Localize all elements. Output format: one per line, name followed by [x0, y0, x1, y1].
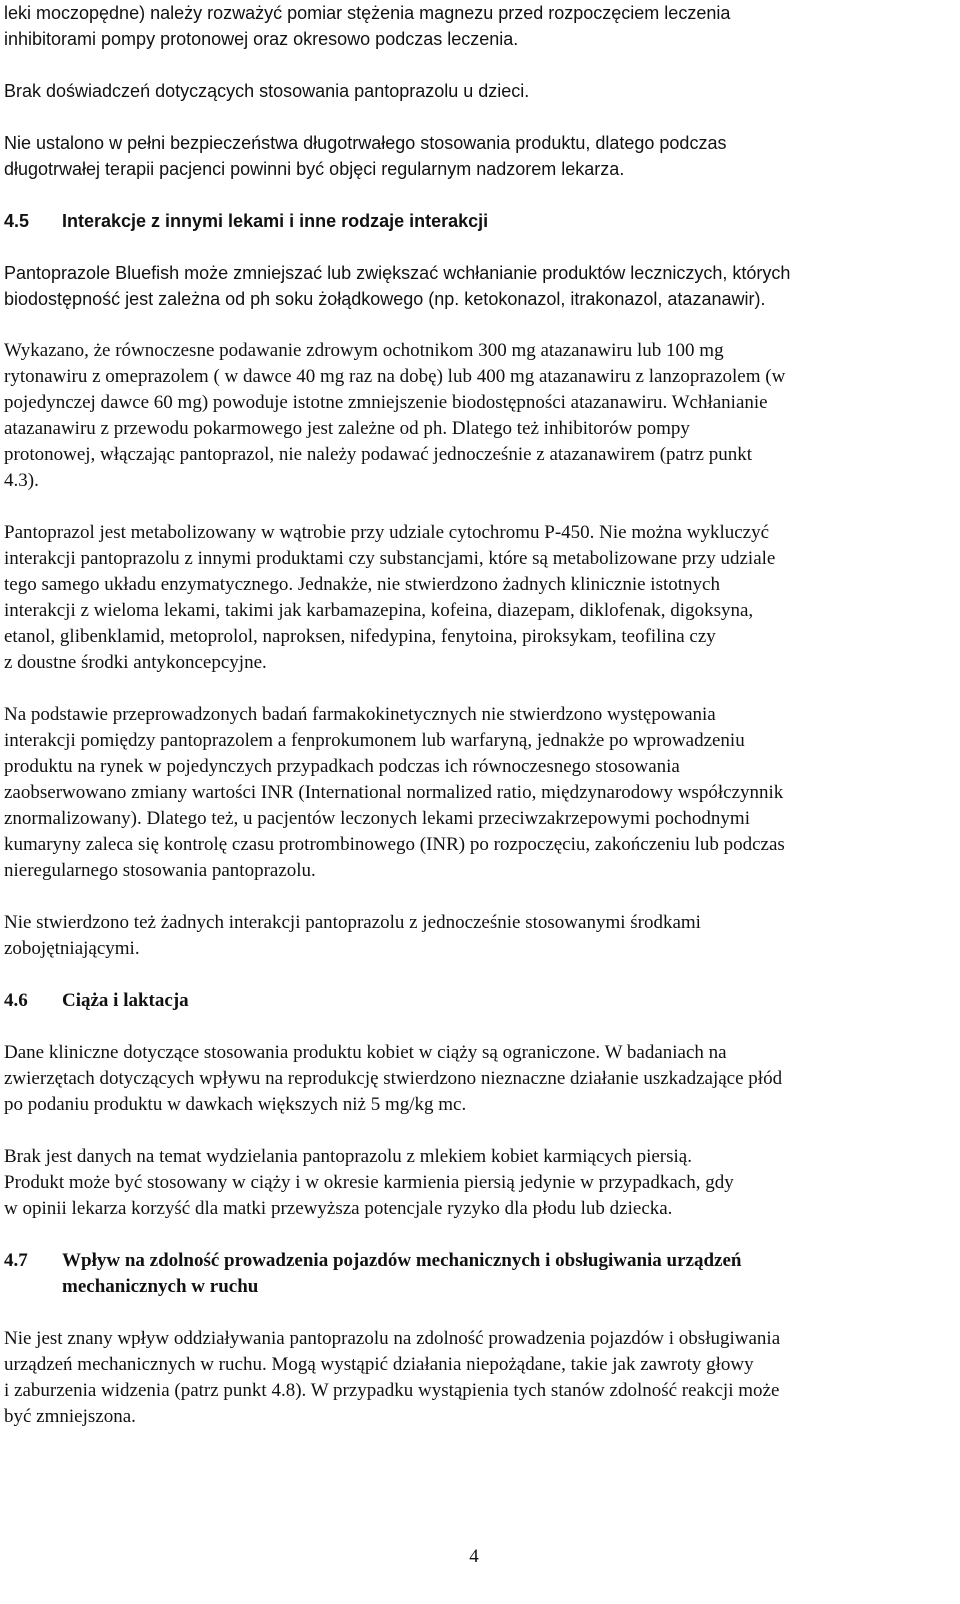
text-line: biodostępność jest zależna od ph soku żołądkowego (np. ketokonazol, itrakonazol, atazanawir). — [4, 289, 766, 309]
text-line: rytonawiru z omeprazolem ( w dawce 40 mg raz na dobę) lub 400 mg atazanawiru z lanzoprazolem (w — [4, 366, 786, 387]
paragraph-warfarin — [4, 702, 944, 884]
text-line: interakcji pomiędzy pantoprazolem a fenprokumonem lub warfaryną, jednakże po wprowadzeniu — [4, 730, 745, 751]
section-title: Ciąża i laktacja — [62, 990, 189, 1011]
text-line: atazanawiru z przewodu pokarmowego jest zależne od ph. Dlatego też inhibitorów pompy — [4, 418, 690, 439]
page-number: 4 — [469, 1546, 479, 1567]
text-line: po podaniu produktu w dawkach większych niż 5 mg/kg mc. — [4, 1094, 467, 1115]
text-line: tego samego układu enzymatycznego. Jednakże, nie stwierdzono żadnych klinicznie istotnych — [4, 574, 720, 595]
text-line: Nie stwierdzono też żadnych interakcji pantoprazolu z jednocześnie stosowanymi środkami — [4, 912, 701, 933]
paragraph-absorption — [4, 260, 944, 312]
text-line: etanol, glibenklamid, metoprolol, naproksen, nifedypina, fenytoina, piroksykam, teofilina czy — [4, 626, 716, 647]
section-heading-4-7 — [4, 1248, 944, 1300]
text-line: długotrwałej terapii pacjenci powinni być objęci regularnym nadzorem lekarza. — [4, 159, 625, 179]
text-line: Na podstawie przeprowadzonych badań farmakokinetycznych nie stwierdzono występowania — [4, 704, 716, 725]
paragraph-cyp450 — [4, 520, 944, 676]
text-line: Nie jest znany wpływ oddziaływania pantoprazolu na zdolność prowadzenia pojazdów i obsługiwania — [4, 1328, 781, 1349]
text-line: produktu na rynek w pojedynczych przypadkach podczas ich równoczesnego stosowania — [4, 756, 680, 777]
text-line: leki moczopędne) należy rozważyć pomiar stężenia magnezu przed rozpoczęciem leczenia — [4, 3, 731, 23]
section-title-line: mechanicznych w ruchu — [62, 1276, 259, 1297]
text-line: Nie ustalono w pełni bezpieczeństwa długotrwałego stosowania produktu, dlatego podczas — [4, 133, 727, 153]
section-number: 4.6 — [4, 990, 28, 1011]
text-line: inhibitorami pompy protonowej oraz okresowo podczas leczenia. — [4, 29, 519, 49]
text-line: Produkt może być stosowany w ciąży i w okresie karmienia piersią jedynie w przypadkach, gdy — [4, 1172, 734, 1193]
text-line: 4.3). — [4, 470, 39, 491]
text-line: Brak jest danych na temat wydzielania pantoprazolu z mlekiem kobiet karmiących piersią. — [4, 1146, 692, 1167]
section-title — [62, 1248, 944, 1300]
text-line: kumaryny zaleca się kontrolę czasu protrombinowego (INR) po rozpoczęciu, zakończeniu lub podczas — [4, 834, 785, 855]
paragraph-long-term-safety — [4, 130, 944, 182]
paragraph-atazanavir — [4, 338, 944, 494]
paragraph-magnesium — [4, 0, 944, 52]
text-line: w opinii lekarza korzyść dla matki przewyższa potencjale ryzyko dla płodu lub dziecka. — [4, 1198, 673, 1219]
paragraph-lactation — [4, 1144, 944, 1222]
section-heading-4-5 — [4, 208, 944, 234]
text-line: protonowej, włączając pantoprazol, nie należy podawać jednocześnie z atazanawirem (patrz punkt — [4, 444, 753, 465]
section-title: Interakcje z innymi lekami i inne rodzaje interakcji — [62, 211, 489, 231]
text-line: być zmniejszona. — [4, 1406, 136, 1427]
text-line: pojedynczej dawce 60 mg) powoduje istotne zmniejszenie biodostępności atazanawiru. Wchłanianie — [4, 392, 768, 413]
text-line: z doustne środki antykoncepcyjne. — [4, 652, 267, 673]
paragraph-antacids — [4, 910, 944, 962]
section-title-line: Wpływ na zdolność prowadzenia pojazdów mechanicznych i obsługiwania urządzeń — [62, 1250, 742, 1271]
text-line: zaobserwowano zmiany wartości INR (International normalized ratio, międzynarodowy współczynnik — [4, 782, 784, 803]
paragraph-children — [4, 78, 944, 104]
text-line: interakcji pantoprazolu z innymi produktami czy substancjami, które są metabolizowane przy udziale — [4, 548, 776, 569]
paragraph-driving — [4, 1326, 944, 1430]
text-line: Dane kliniczne dotyczące stosowania produktu kobiet w ciąży są ograniczone. W badaniach na — [4, 1042, 727, 1063]
text-line: Pantoprazol jest metabolizowany w wątrobie przy udziale cytochromu P-450. Nie można wykluczyć — [4, 522, 770, 543]
text-line: urządzeń mechanicznych w ruchu. Mogą wystąpić działania niepożądane, takie jak zawroty głowy — [4, 1354, 754, 1375]
text-line: zobojętniającymi. — [4, 938, 140, 959]
text-line: Brak doświadczeń dotyczących stosowania pantoprazolu u dzieci. — [4, 81, 530, 101]
document-page — [4, 0, 944, 1567]
paragraph-pregnancy — [4, 1040, 944, 1118]
text-line: znormalizowany). Dlatego też, u pacjentów leczonych lekami przeciwzakrzepowymi pochodnymi — [4, 808, 750, 829]
section-number: 4.7 — [4, 1250, 28, 1271]
text-line: nieregularnego stosowania pantoprazolu. — [4, 860, 316, 881]
text-line: i zaburzenia widzenia (patrz punkt 4.8). W przypadku wystąpienia tych stanów zdolność reakcji może — [4, 1380, 780, 1401]
text-line: zwierzętach dotyczących wpływu na reprodukcję stwierdzono nieznaczne działanie uszkadzające płód — [4, 1068, 783, 1089]
text-line: Pantoprazole Bluefish może zmniejszać lub zwiększać wchłanianie produktów leczniczych, których — [4, 263, 791, 283]
section-number: 4.5 — [4, 211, 30, 231]
text-line: Wykazano, że równoczesne podawanie zdrowym ochotnikom 300 mg atazanawiru lub 100 mg — [4, 340, 724, 361]
text-line: interakcji z wieloma lekami, takimi jak karbamazepina, kofeina, diazepam, diklofenak, digoksyna, — [4, 600, 754, 621]
section-heading-4-6 — [4, 988, 944, 1014]
